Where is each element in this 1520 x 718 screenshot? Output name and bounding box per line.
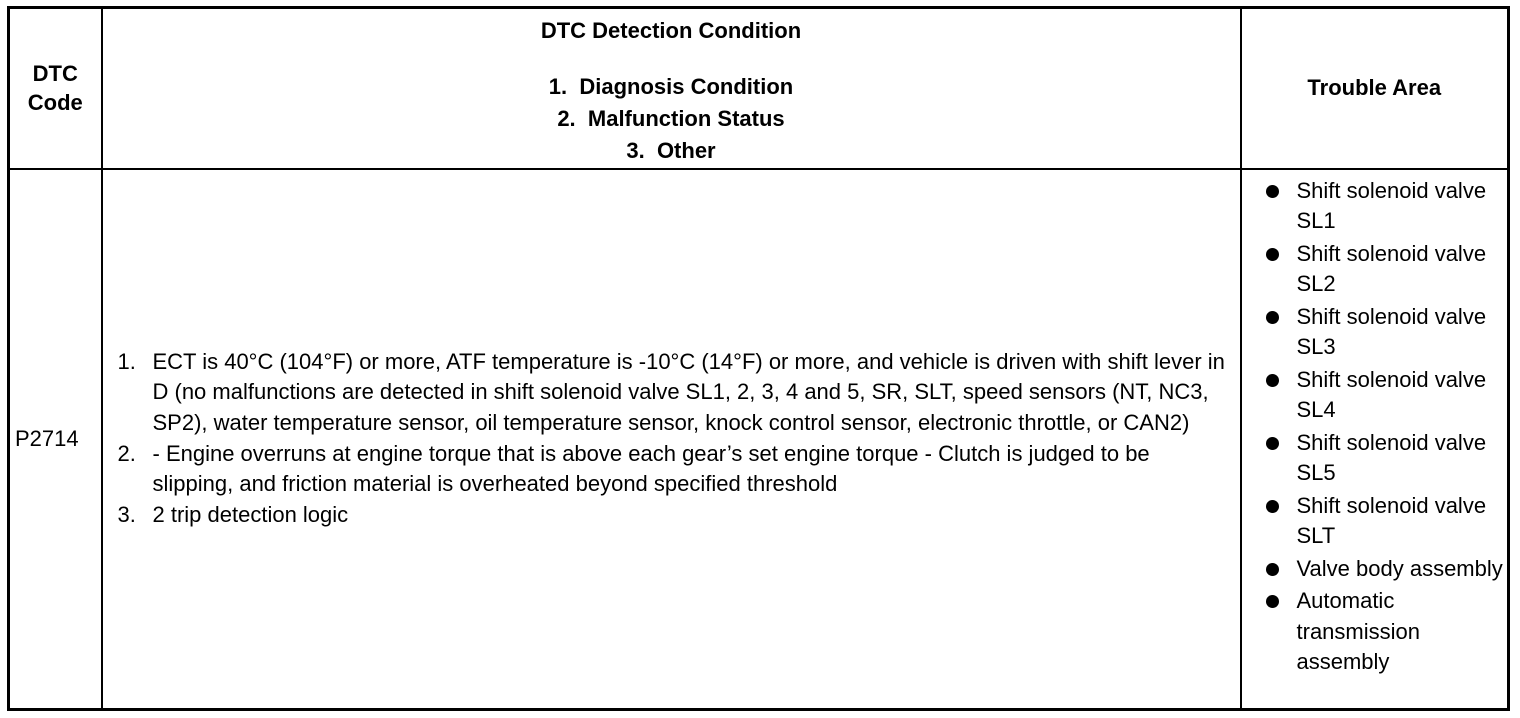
condition-header-title: DTC Detection Condition <box>540 18 802 43</box>
condition-text: 2 trip detection logic <box>152 502 349 528</box>
trouble-area-text: Valve body assembly <box>1296 555 1503 581</box>
condition-item <box>118 347 1232 439</box>
bullet-icon <box>1266 595 1279 608</box>
condition-header <box>102 8 1241 169</box>
trouble-area-text: Shift solenoid valve SL1 <box>1296 177 1487 234</box>
bullet-icon <box>1266 248 1279 261</box>
condition-number: 2. <box>117 440 136 466</box>
condition-header-item: 1. Diagnosis Condition <box>548 74 794 99</box>
bullet-icon <box>1266 374 1279 387</box>
trouble-area-text: Shift solenoid valve SL5 <box>1296 429 1487 486</box>
trouble-area-header-text: Trouble Area <box>1307 75 1442 101</box>
trouble-area-item <box>1262 491 1504 552</box>
condition-item <box>118 500 1232 531</box>
condition-header-item: 3. Other <box>626 138 716 163</box>
trouble-area-text: Shift solenoid valve SL4 <box>1296 366 1487 423</box>
condition-cell <box>102 169 1241 710</box>
dtc-table <box>7 6 1510 711</box>
bullet-icon <box>1266 311 1279 324</box>
trouble-area-cell <box>1241 169 1509 710</box>
trouble-area-text: Shift solenoid valve SL2 <box>1296 240 1487 297</box>
condition-item <box>118 439 1232 500</box>
bullet-icon <box>1266 563 1279 576</box>
dtc-code-header-text: DTC Code <box>27 61 83 116</box>
condition-number: 1. <box>117 348 136 374</box>
trouble-area-item <box>1262 365 1504 426</box>
trouble-area-item <box>1262 176 1504 237</box>
trouble-area-item <box>1262 586 1504 678</box>
bullet-icon <box>1266 500 1279 513</box>
table-row <box>9 169 1509 710</box>
dtc-code-header <box>9 8 102 169</box>
header-row <box>9 8 1509 169</box>
trouble-area-text: Shift solenoid valve SL3 <box>1296 303 1487 360</box>
bullet-icon <box>1266 185 1279 198</box>
trouble-area-header <box>1241 8 1509 169</box>
trouble-area-text: Automatic transmission assembly <box>1296 587 1420 675</box>
condition-list <box>118 347 1232 531</box>
trouble-area-item <box>1262 554 1504 585</box>
condition-text: ECT is 40°C (104°F) or more, ATF temperature is -10°C (14°F) or more, and vehicle is driven with shift lever in D (no malfunctions are detected in shift solenoid valve SL1, 2, 3, 4 and 5, SR, SLT, speed sensors (NT, NC3, SP2), water temperature sensor, oil temperature sensor, knock control sensor, electronic throttle, or CAN2) <box>152 348 1225 436</box>
condition-number: 3. <box>117 502 136 528</box>
trouble-area-item <box>1262 302 1504 363</box>
dtc-code-cell <box>9 169 102 710</box>
condition-header-item: 2. Malfunction Status <box>557 106 785 131</box>
bullet-icon <box>1266 437 1279 450</box>
trouble-area-text: Shift solenoid valve SLT <box>1296 492 1487 549</box>
condition-text: - Engine overruns at engine torque that is above each gear’s set engine torque - Clutch is judged to be slipping, and friction material is overheated beyond specified threshold <box>152 440 1150 497</box>
trouble-area-list <box>1262 176 1504 678</box>
trouble-area-item <box>1262 428 1504 489</box>
dtc-code-value: P2714 <box>15 425 79 451</box>
trouble-area-item <box>1262 239 1504 300</box>
